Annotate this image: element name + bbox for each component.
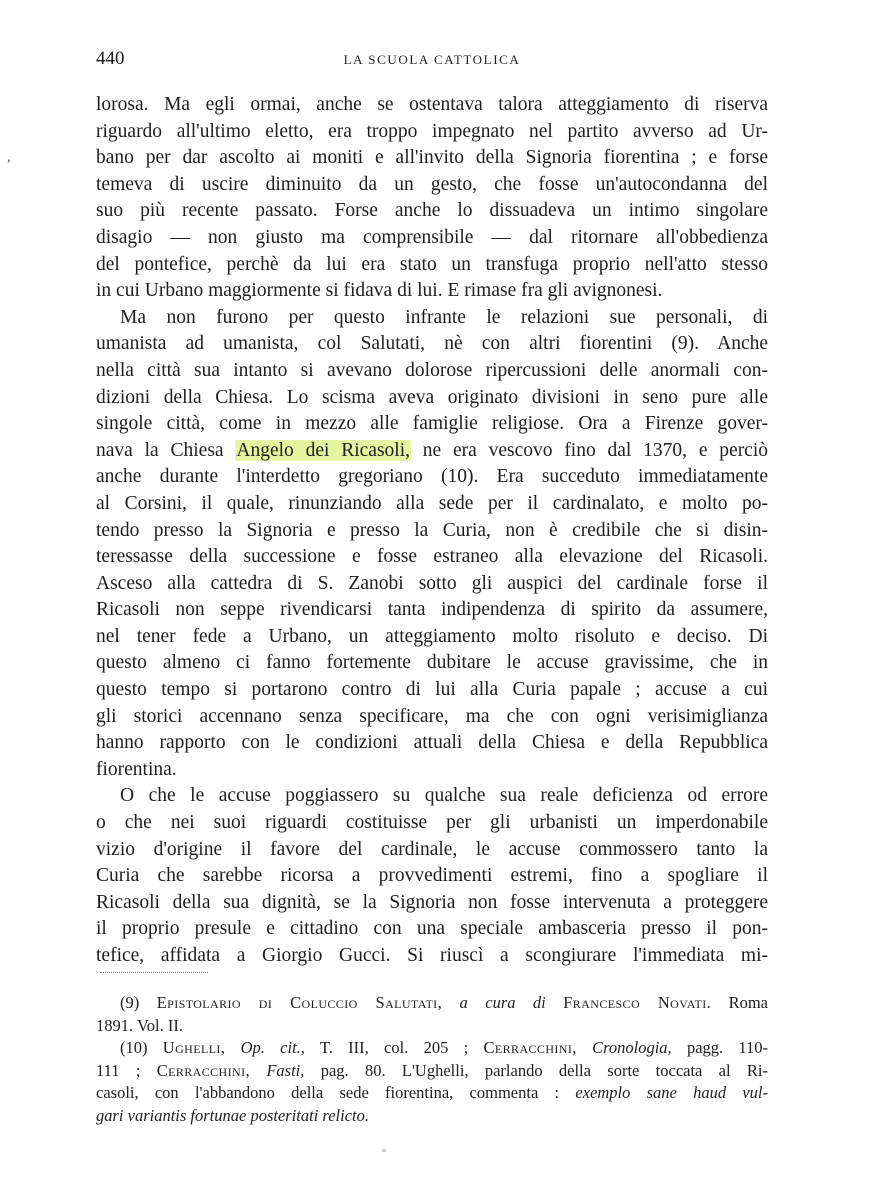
footnote-italic: Fasti, (266, 1060, 305, 1080)
footnote-divider (100, 972, 208, 973)
footnotes (96, 992, 768, 1127)
text-line: umanista ad umanista, col Salutati, nè con altri fiorentini (9). Anche (96, 333, 768, 355)
line-segment: nava la Chiesa (96, 439, 236, 461)
text-line: hanno rapporto con le condizioni attuali della Chiesa e della Repubblica (96, 732, 768, 754)
footnote-10-line: gari variantis fortunae posteritati relicto. (96, 1105, 370, 1125)
text-line: Asceso alla cattedra di S. Zanobi sotto gli auspici del cardinale forse il (96, 572, 768, 594)
text-line: nella città sua intanto si avevano dolorose ripercussioni delle anormali con- (96, 359, 768, 381)
text-line: anche durante l'interdetto gregoriano (10). Era succeduto immediatamente (96, 466, 768, 488)
text-line: gli storici accennano senza specificare, ma che con ogni verisimiglianza (96, 705, 768, 727)
text-line: singole città, come in mezzo alle famiglie religiose. Ora a Firenze gover- (96, 413, 768, 435)
text-line: o che nei suoi riguardi costituisse per gli urbanisti un imperdonabile (96, 812, 768, 834)
text-line: al Corsini, il quale, rinunziando alla sede per il cardinalato, e molto po- (96, 492, 768, 514)
text-line: questo tempo si portarono contro di lui alla Curia papale ; accuse a cui (96, 679, 768, 701)
footnote-author: Cerracchini, (483, 1038, 577, 1057)
text-line: questo almeno ci fanno fortemente dubitare le accuse gravissime, che in (96, 652, 768, 674)
margin-mark: , (7, 150, 11, 165)
footnote-text: casoli, con l'abbandono della sede fiorentina, commenta : (96, 1083, 560, 1102)
footnote-text: Roma (728, 993, 768, 1012)
text-line-highlighted (96, 438, 768, 465)
footnote-text: pagg. 110- (686, 1038, 768, 1057)
highlighted-text: Angelo dei Ricasoli, (236, 439, 410, 461)
text-line: nel tener fede a Urbano, un atteggiamento molto risoluto e deciso. Di (96, 625, 768, 647)
text-line: Curia che sarebbe ricorsa a provvedimenti estremi, fino a spogliare il (96, 865, 768, 887)
text-line: lorosa. Ma egli ormai, anche se ostentava talora atteggiamento di riserva (96, 94, 768, 115)
stray-mark: ° (382, 1148, 386, 1159)
text-line: fiorentina. (96, 758, 177, 780)
page-header (96, 48, 768, 74)
footnote-text: T. III, col. 205 ; (319, 1038, 469, 1057)
text-line: temeva di uscire diminuito da un gesto, che fosse un'autocondanna del (96, 173, 768, 195)
text-line: in cui Urbano maggiormente si fidava di lui. E rimase fra gli avignonesi. (96, 280, 663, 302)
text-line: Ricasoli della sua dignità, se la Signoria non fosse intervenuta a proteggere (96, 891, 768, 913)
footnote-italic: Cronologia, (592, 1038, 672, 1057)
text-line: dizioni della Chiesa. Lo scisma aveva originato divisioni in seno pure alle (96, 386, 768, 408)
text-line: Ricasoli non seppe rivendicarsi tanta indipendenza di spirito da assumere, (96, 599, 768, 621)
running-title: LA SCUOLA CATTOLICA (343, 52, 521, 67)
footnote-number: (9) (120, 993, 140, 1012)
footnote-author: Ughelli, (162, 1038, 226, 1057)
footnote-9-line: 1891. Vol. II. (96, 1015, 183, 1035)
footnote-10-line (96, 1037, 768, 1060)
text-line: tendo presso la Signoria e presso la Curia, non è credibile che si disin- (96, 519, 768, 541)
page-number: 440 (96, 48, 125, 69)
text-line: bano per dar ascolto ai moniti e all'invito della Signoria fiorentina ; e forse (96, 147, 768, 169)
text-line: vizio d'origine il favore del cardinale, le accuse commossero tanto la (96, 838, 768, 860)
text-line: suo più recente passato. Forse anche lo dissuadeva un intimo singolare (96, 200, 768, 222)
text-line: tefice, affidata a Giorgio Gucci. Si riuscì a scongiurare l'immediata mi- (96, 945, 768, 966)
footnote-italic: exemplo sane haud vul- (575, 1083, 768, 1102)
footnote-author: Epistolario di Coluccio Salutati, (156, 993, 443, 1012)
text-line: teressasse della successione e fosse estraneo alla elevazione del Ricasoli. (96, 546, 768, 568)
footnote-italic: a cura di (459, 993, 546, 1012)
footnote-text: pag. 80. L'Ughelli, parlando della sorte toccata al Ri- (320, 1060, 768, 1080)
footnote-text: 111 ; (96, 1060, 141, 1080)
text-line: il proprio presule e cittadino con una speciale ambasceria presso il pon- (96, 918, 768, 940)
footnote-10-line (96, 1082, 768, 1105)
footnote-number: (10) (120, 1038, 148, 1057)
text-line: disagio — non giusto ma comprensibile — dal ritornare all'obbedienza (96, 226, 768, 248)
line-segment: ne era vescovo fino dal 1370, e perciò (411, 439, 768, 461)
footnote-author: Cerracchini, (156, 1060, 251, 1080)
text-line: del pontefice, perchè da lui era stato un transfuga proprio nell'atto stesso (96, 253, 768, 275)
footnote-9-line (96, 992, 768, 1015)
text-line: O che le accuse poggiassero su qualche sua reale deficienza od errore (120, 785, 768, 807)
text-line: Ma non furono per questo infrante le relazioni sue personali, di (120, 306, 768, 328)
footnote-editor: Francesco Novati. (563, 993, 712, 1012)
footnote-10-line (96, 1060, 768, 1083)
text-line: riguardo all'ultimo eletto, era troppo impegnato nel partito avverso ad Ur- (96, 120, 768, 142)
body-text (96, 92, 768, 970)
footnote-italic: Op. cit., (240, 1038, 305, 1057)
